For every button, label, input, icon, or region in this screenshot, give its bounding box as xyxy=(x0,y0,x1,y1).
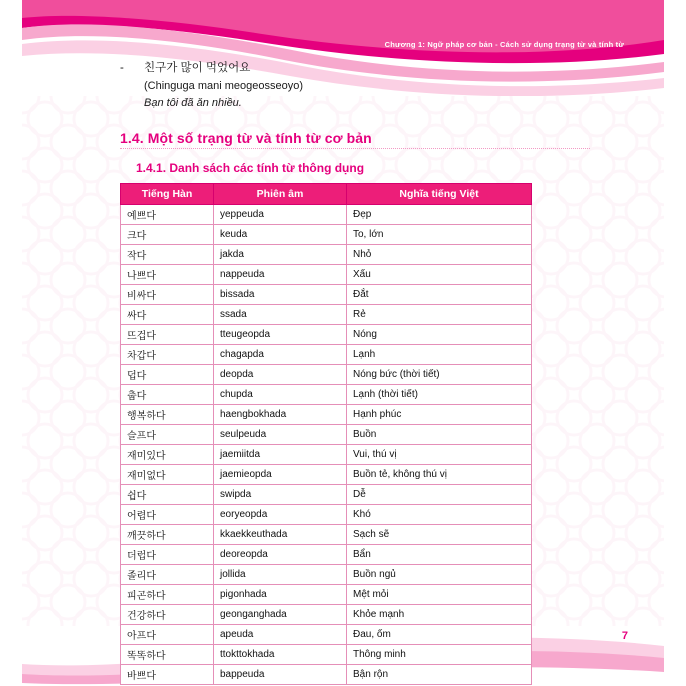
cell-meaning: Khỏe mạnh xyxy=(347,604,532,624)
cell-korean: 예쁘다 xyxy=(121,204,214,224)
cell-romanization: bissada xyxy=(214,284,347,304)
cell-meaning: Xấu xyxy=(347,264,532,284)
cell-meaning: Khó xyxy=(347,504,532,524)
table-row xyxy=(121,284,532,304)
cell-romanization: nappeuda xyxy=(214,264,347,284)
cell-meaning: Buồn tẻ, không thú vị xyxy=(347,464,532,484)
cell-romanization: chupda xyxy=(214,384,347,404)
section-divider xyxy=(120,148,590,149)
cell-romanization: geonganghada xyxy=(214,604,347,624)
cell-meaning: Nhỏ xyxy=(347,244,532,264)
cell-korean: 뜨겁다 xyxy=(121,324,214,344)
cell-romanization: deoreopda xyxy=(214,544,347,564)
cell-meaning: Mệt mỏi xyxy=(347,584,532,604)
table-row xyxy=(121,364,532,384)
table-row xyxy=(121,664,532,684)
cell-meaning: Đắt xyxy=(347,284,532,304)
cell-meaning: Bẩn xyxy=(347,544,532,564)
bullet-dash: - xyxy=(120,62,124,74)
cell-meaning: Sạch sẽ xyxy=(347,524,532,544)
cell-korean: 비싸다 xyxy=(121,284,214,304)
cell-meaning: Rẻ xyxy=(347,304,532,324)
cell-korean: 싸다 xyxy=(121,304,214,324)
cell-romanization: jaemiitda xyxy=(214,444,347,464)
table-row xyxy=(121,424,532,444)
table-row xyxy=(121,224,532,244)
table-row xyxy=(121,444,532,464)
table-row xyxy=(121,524,532,544)
cell-romanization: jakda xyxy=(214,244,347,264)
cell-korean: 크다 xyxy=(121,224,214,244)
cell-korean: 아프다 xyxy=(121,624,214,644)
cell-romanization: bappeuda xyxy=(214,664,347,684)
cell-meaning: Vui, thú vị xyxy=(347,444,532,464)
cell-korean: 재미없다 xyxy=(121,464,214,484)
cell-meaning: Dễ xyxy=(347,484,532,504)
cell-romanization: jollida xyxy=(214,564,347,584)
cell-korean: 졸리다 xyxy=(121,564,214,584)
column-header-meaning: Nghĩa tiếng Việt xyxy=(347,183,532,204)
table-row xyxy=(121,244,532,264)
cell-meaning: Buồn ngủ xyxy=(347,564,532,584)
cell-romanization: keuda xyxy=(214,224,347,244)
cell-korean: 깨끗하다 xyxy=(121,524,214,544)
cell-meaning: Nóng xyxy=(347,324,532,344)
vocabulary-table xyxy=(120,183,532,685)
example-block xyxy=(120,60,590,112)
cell-romanization: apeuda xyxy=(214,624,347,644)
table-row xyxy=(121,404,532,424)
cell-meaning: Lạnh xyxy=(347,344,532,364)
cell-korean: 슬프다 xyxy=(121,424,214,444)
table-row xyxy=(121,604,532,624)
cell-romanization: jaemieopda xyxy=(214,464,347,484)
cell-romanization: yeppeuda xyxy=(214,204,347,224)
table-row xyxy=(121,324,532,344)
table-row xyxy=(121,304,532,324)
table-row xyxy=(121,584,532,604)
table-row xyxy=(121,644,532,664)
table-row xyxy=(121,544,532,564)
cell-meaning: Hạnh phúc xyxy=(347,404,532,424)
table-row xyxy=(121,464,532,484)
cell-korean: 차갑다 xyxy=(121,344,214,364)
cell-korean: 피곤하다 xyxy=(121,584,214,604)
cell-korean: 똑똑하다 xyxy=(121,644,214,664)
cell-romanization: deopda xyxy=(214,364,347,384)
page-edge-left xyxy=(0,0,22,686)
cell-meaning: Đau, ốm xyxy=(347,624,532,644)
cell-korean: 어렵다 xyxy=(121,504,214,524)
cell-romanization: ssada xyxy=(214,304,347,324)
cell-korean: 나쁘다 xyxy=(121,264,214,284)
page-number: 7 xyxy=(621,630,628,642)
table-row xyxy=(121,204,532,224)
cell-korean: 덥다 xyxy=(121,364,214,384)
cell-romanization: chagapda xyxy=(214,344,347,364)
cell-romanization: haengbokhada xyxy=(214,404,347,424)
cell-meaning: Thông minh xyxy=(347,644,532,664)
cell-romanization: ttokttokhada xyxy=(214,644,347,664)
table-row xyxy=(121,264,532,284)
section-title: 1.4. Một số trạng từ và tính từ cơ bản xyxy=(120,129,372,146)
example-korean: 친구가 많이 먹었어요 xyxy=(144,62,251,74)
example-vietnamese: Bạn tôi đã ăn nhiều. xyxy=(144,96,242,109)
cell-korean: 더럽다 xyxy=(121,544,214,564)
page-edge-right xyxy=(664,0,686,686)
cell-meaning: Buồn xyxy=(347,424,532,444)
column-header-romanization: Phiên âm xyxy=(214,183,347,204)
table-row xyxy=(121,624,532,644)
cell-romanization: tteugeopda xyxy=(214,324,347,344)
cell-korean: 행복하다 xyxy=(121,404,214,424)
cell-meaning: Lạnh (thời tiết) xyxy=(347,384,532,404)
table-row xyxy=(121,484,532,504)
table-header-row xyxy=(121,183,532,204)
cell-romanization: eoryeopda xyxy=(214,504,347,524)
cell-meaning: Bận rộn xyxy=(347,664,532,684)
cell-meaning: To, lớn xyxy=(347,224,532,244)
cell-korean: 건강하다 xyxy=(121,604,214,624)
chapter-label: Chương 1: Ngữ pháp cơ bản - Cách sử dụng trạng từ và tính từ xyxy=(384,40,624,49)
table-body xyxy=(121,204,532,684)
cell-meaning: Nóng bức (thời tiết) xyxy=(347,364,532,384)
cell-korean: 춥다 xyxy=(121,384,214,404)
cell-romanization: swipda xyxy=(214,484,347,504)
cell-romanization: seulpeuda xyxy=(214,424,347,444)
cell-romanization: kkaekkeuthada xyxy=(214,524,347,544)
column-header-korean: Tiếng Hàn xyxy=(121,183,214,204)
cell-romanization: pigonhada xyxy=(214,584,347,604)
table-row xyxy=(121,564,532,584)
table-row xyxy=(121,384,532,404)
table-row xyxy=(121,504,532,524)
cell-meaning: Đẹp xyxy=(347,204,532,224)
cell-korean: 쉽다 xyxy=(121,484,214,504)
subsection-title: 1.4.1. Danh sách các tính từ thông dụng xyxy=(136,160,365,175)
example-romanization: (Chinguga mani meogeosseoyo) xyxy=(144,79,303,92)
cell-korean: 재미있다 xyxy=(121,444,214,464)
page-content xyxy=(120,60,590,685)
cell-korean: 바쁘다 xyxy=(121,664,214,684)
table-row xyxy=(121,344,532,364)
cell-korean: 작다 xyxy=(121,244,214,264)
